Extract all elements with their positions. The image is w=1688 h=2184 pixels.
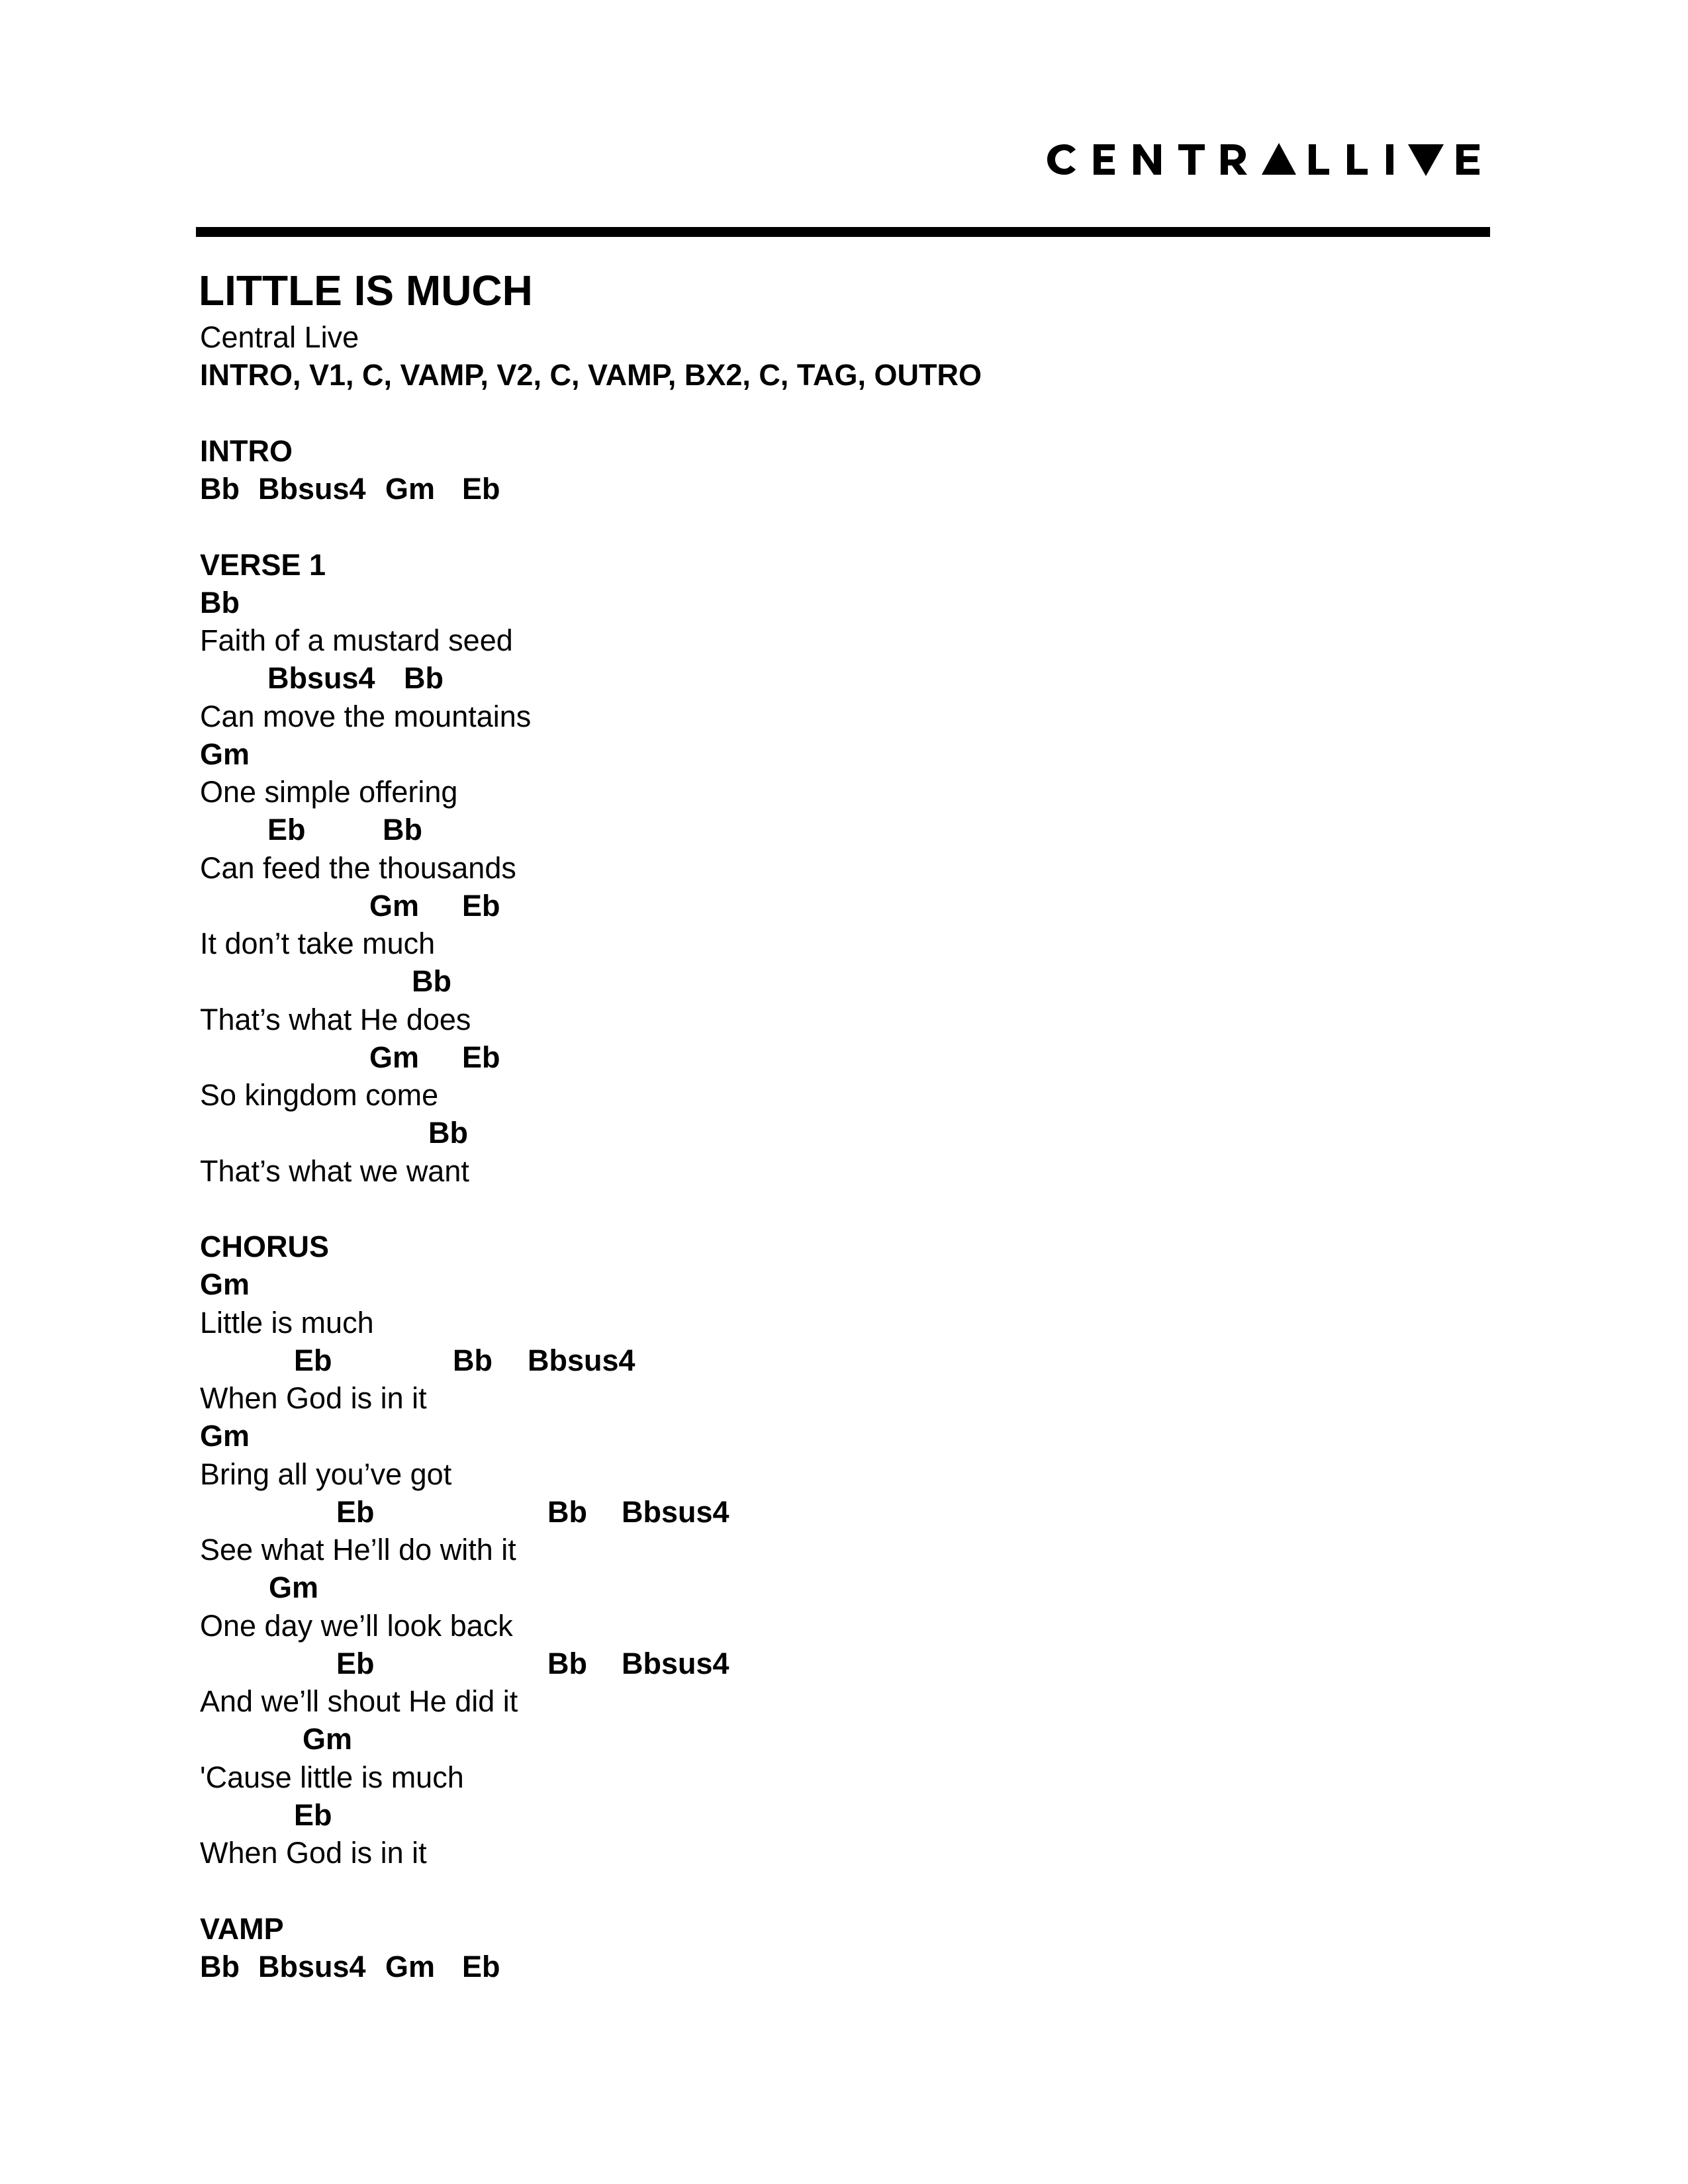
chord: Gm xyxy=(200,1419,250,1453)
chord: Eb xyxy=(462,472,500,506)
section-heading: VERSE 1 xyxy=(200,547,326,582)
chord-line xyxy=(200,1796,1524,1834)
chord: Bb xyxy=(547,1494,587,1529)
chord: Bb xyxy=(428,1116,468,1150)
chord: Eb xyxy=(336,1494,375,1529)
chord-line xyxy=(200,887,1524,925)
song-section-chorus xyxy=(200,1228,1524,1872)
chord-line xyxy=(200,1720,1524,1758)
chord-sheet xyxy=(200,318,1524,1985)
section-heading: VAMP xyxy=(200,1911,284,1946)
chord: Gm xyxy=(369,1040,420,1074)
chord-line xyxy=(200,584,1524,621)
chord-line xyxy=(200,811,1524,848)
spacer xyxy=(200,394,1524,432)
chord: Eb xyxy=(462,1040,500,1074)
header-divider xyxy=(196,227,1490,237)
lyric-line: And we’ll shout He did it xyxy=(200,1684,518,1718)
lyric-line: One simple offering xyxy=(200,775,458,809)
logo-wordmark xyxy=(1046,143,1483,176)
chord-line xyxy=(200,1417,1524,1455)
spacer xyxy=(200,1872,1524,1909)
lyric-line: When God is in it xyxy=(200,1836,427,1870)
chord-line xyxy=(200,735,1524,773)
chord-line xyxy=(200,1948,1524,1985)
chord-line xyxy=(200,1114,1524,1152)
chord: Bb xyxy=(404,661,444,696)
chord: Bb xyxy=(200,1949,240,1983)
chord-line xyxy=(200,470,1524,508)
chord: Bb xyxy=(412,964,451,999)
chord: Gm xyxy=(369,888,420,923)
lyric-line: It don’t take much xyxy=(200,927,436,960)
chord: Bb xyxy=(200,472,240,506)
song-section-verse-1 xyxy=(200,546,1524,1190)
chord: Eb xyxy=(294,1343,332,1377)
chord-line xyxy=(200,1038,1524,1076)
spacer xyxy=(200,508,1524,545)
chord: Bb xyxy=(383,813,422,847)
chord: Gm xyxy=(269,1570,319,1605)
lyric-line: One day we’ll look back xyxy=(200,1608,513,1643)
lyric-line: That’s what we want xyxy=(200,1154,469,1188)
song-arrangement: INTRO, V1, C, VAMP, V2, C, VAMP, BX2, C, TAG, OUTRO xyxy=(200,358,982,392)
song-artist: Central Live xyxy=(200,320,359,354)
lyric-line: See what He’ll do with it xyxy=(200,1533,516,1567)
chord-line xyxy=(200,659,1524,697)
section-heading: INTRO xyxy=(200,433,293,468)
lyric-line: Can feed the thousands xyxy=(200,850,516,885)
lyric-line: That’s what He does xyxy=(200,1002,471,1036)
chord-line xyxy=(200,1569,1524,1606)
chord-line xyxy=(200,1265,1524,1303)
lyric-line: So kingdom come xyxy=(200,1078,439,1112)
lyric-line: Can move the mountains xyxy=(200,699,532,733)
chord: Eb xyxy=(294,1797,332,1832)
song-section-intro xyxy=(200,432,1524,508)
chord: Gm xyxy=(200,1267,250,1302)
chord-line xyxy=(200,1342,1524,1379)
lyric-line: Little is much xyxy=(200,1305,374,1340)
chord: Eb xyxy=(336,1646,375,1680)
chord: Eb xyxy=(267,813,306,847)
chord: Bbsus4 xyxy=(258,472,366,506)
chord-line xyxy=(200,962,1524,1000)
lyric-line: Faith of a mustard seed xyxy=(200,623,513,657)
chord-line xyxy=(200,1645,1524,1682)
song-sections xyxy=(200,432,1524,1985)
chord: Gm xyxy=(385,1949,436,1983)
chord: Bb xyxy=(453,1343,492,1377)
chord: Eb xyxy=(462,1949,500,1983)
central-live-logo xyxy=(1046,143,1483,176)
chord: Bbsus4 xyxy=(258,1949,366,1983)
chord: Bb xyxy=(200,585,240,619)
lyric-line: When God is in it xyxy=(200,1381,427,1415)
section-heading: CHORUS xyxy=(200,1230,330,1263)
chord: Bb xyxy=(547,1646,587,1680)
lyric-line: 'Cause little is much xyxy=(200,1760,464,1794)
song-section-vamp xyxy=(200,1910,1524,1986)
chord: Gm xyxy=(200,737,250,771)
chord: Gm xyxy=(385,472,436,506)
chord: Gm xyxy=(303,1722,353,1756)
chord: Bbsus4 xyxy=(528,1343,635,1377)
spacer xyxy=(200,1190,1524,1228)
chord: Bbsus4 xyxy=(622,1494,729,1529)
chord-line xyxy=(200,1493,1524,1531)
lyric-line: Bring all you’ve got xyxy=(200,1457,452,1491)
chord: Bbsus4 xyxy=(622,1646,729,1680)
chord: Bbsus4 xyxy=(267,661,375,696)
song-title: LITTLE IS MUCH xyxy=(199,267,533,314)
chord: Eb xyxy=(462,888,500,923)
